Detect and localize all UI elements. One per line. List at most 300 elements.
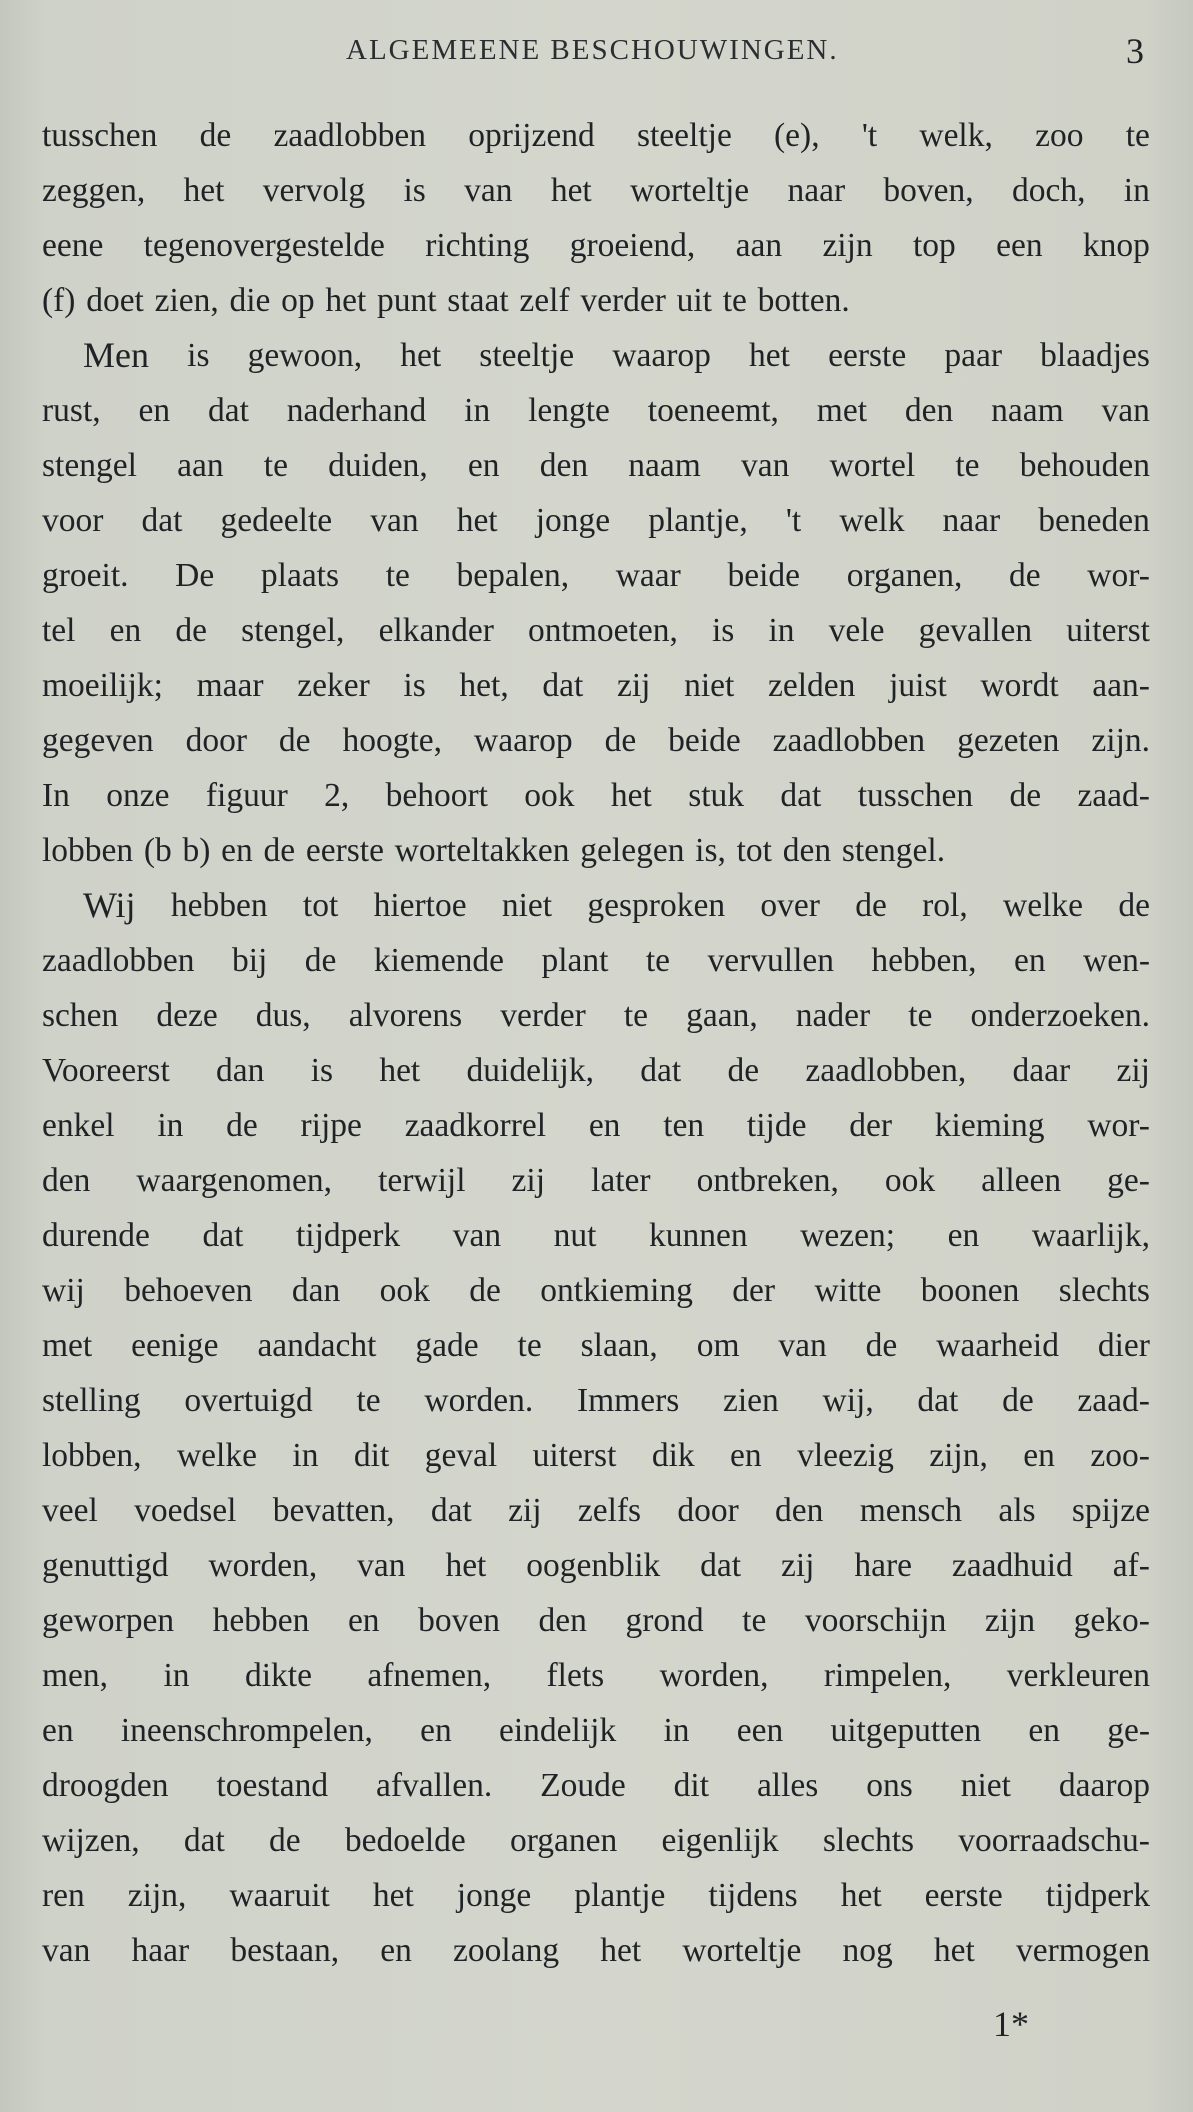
word: oprijzend [468, 117, 595, 154]
word: jonge [456, 1877, 532, 1914]
word: zaadlobben [273, 117, 426, 154]
word: rust, [42, 392, 101, 429]
word: zij [616, 667, 651, 704]
word: van [741, 447, 790, 484]
word: welk, [919, 117, 993, 154]
word: verkleuren [1006, 1657, 1150, 1694]
text-line [42, 1813, 1150, 1868]
word: daar [1012, 1052, 1071, 1089]
word: is [403, 172, 426, 209]
word: tot [302, 887, 339, 924]
word: kieming [934, 1107, 1045, 1144]
word: vleezig [797, 1437, 894, 1474]
word: ge- [1107, 1162, 1150, 1199]
word: dat [700, 1547, 742, 1584]
word: waarop [612, 337, 711, 374]
word: uiterst [532, 1437, 617, 1474]
text-line [42, 1648, 1150, 1703]
word: dit [353, 1437, 390, 1474]
word: onze [106, 777, 170, 814]
word: spijze [1071, 1492, 1150, 1529]
text-line [42, 823, 1150, 878]
word: het [325, 282, 367, 319]
word: afnemen, [367, 1657, 492, 1694]
word: het, [459, 667, 509, 704]
word: te [742, 1602, 767, 1639]
word: durende [42, 1217, 150, 1254]
word: voorraadschu- [958, 1822, 1150, 1859]
word: tijdens [708, 1877, 798, 1914]
word: eerste [924, 1877, 1003, 1914]
word: den [775, 1492, 824, 1529]
word: gedeelte [220, 502, 333, 539]
word: te [263, 447, 288, 484]
word: te [722, 282, 747, 319]
word: boonen [920, 1272, 1020, 1309]
word: tijdperk [295, 1217, 401, 1254]
word: der [732, 1272, 776, 1309]
word: botten. [757, 282, 850, 319]
word: het [600, 1932, 642, 1969]
word: welke [1003, 887, 1084, 924]
word: het [550, 172, 592, 209]
word: is [711, 612, 735, 649]
word: te [645, 942, 671, 979]
text-line [42, 383, 1150, 438]
word: rol, [922, 887, 968, 924]
word: dan [216, 1052, 265, 1089]
word: nog [842, 1932, 893, 1969]
word: plantje [574, 1877, 666, 1914]
word: die [229, 282, 271, 319]
word: naam [991, 392, 1064, 429]
word: gade [415, 1327, 479, 1364]
word: flets [546, 1657, 605, 1694]
word: (b [143, 832, 172, 869]
word: waarop [474, 722, 573, 759]
word: (e), [774, 117, 820, 154]
word: zelf [519, 282, 570, 319]
word: bepalen, [456, 557, 570, 594]
word: Vooreerst [42, 1052, 170, 1089]
word: stuk [688, 777, 745, 814]
word: plantje, [648, 502, 748, 539]
word: dier [1097, 1327, 1150, 1364]
word: den [539, 447, 589, 484]
word: 't [785, 502, 802, 539]
word: witte [814, 1272, 882, 1309]
word: eerste [305, 832, 384, 869]
word: welk [839, 502, 905, 539]
word: blaadjes [1040, 337, 1150, 374]
word: richting [425, 227, 530, 264]
word: plaats [260, 557, 340, 594]
word: grond [625, 1602, 704, 1639]
word: het [610, 777, 652, 814]
word: het [456, 502, 498, 539]
word: dat [183, 1822, 225, 1859]
text-line [42, 1538, 1150, 1593]
text-line [42, 713, 1150, 768]
word: gewoon, [247, 337, 363, 374]
word: door [677, 1492, 739, 1529]
word: juist [889, 667, 947, 704]
word: hebben [170, 887, 268, 924]
word: genuttigd [42, 1547, 169, 1584]
word: in [163, 1657, 190, 1694]
word: den [904, 392, 954, 429]
word: nader [795, 997, 871, 1034]
word: het [445, 1547, 487, 1584]
word: zijn, [929, 1437, 988, 1474]
word: is, [695, 832, 726, 869]
word: den [538, 1602, 587, 1639]
word: dat [430, 1492, 472, 1529]
word: wij, [822, 1382, 874, 1419]
word: knop [1082, 227, 1150, 264]
word: is [310, 1052, 334, 1089]
word: maar [196, 667, 264, 704]
running-title: ALGEMEENE BESCHOUWINGEN. [346, 34, 839, 66]
word: de [727, 1052, 760, 1089]
word: naderhand [286, 392, 427, 429]
word: vervolg [262, 172, 366, 209]
word: tusschen [42, 117, 158, 154]
word: ten [663, 1107, 705, 1144]
text-line [42, 768, 1150, 823]
word: tijdperk [1045, 1877, 1150, 1914]
word: in [292, 1437, 319, 1474]
text-line [42, 1098, 1150, 1153]
text-line [42, 1428, 1150, 1483]
text-line [42, 603, 1150, 658]
word: behoort [385, 777, 488, 814]
word: toeneemt, [647, 392, 779, 429]
word: zeker [297, 667, 370, 704]
word: groeiend, [569, 227, 696, 264]
word: der [849, 1107, 892, 1144]
text-line [42, 1153, 1150, 1208]
word: naar [787, 172, 846, 209]
word: geko- [1073, 1602, 1150, 1639]
word: wor- [1087, 557, 1150, 594]
word: daarop [1058, 1767, 1150, 1804]
word: dit [673, 1767, 710, 1804]
running-head [0, 30, 1193, 74]
word: punt [377, 282, 437, 319]
word: en [347, 1602, 380, 1639]
word: duiden, [328, 447, 428, 484]
word: schen [42, 997, 119, 1034]
word: overtuigd [184, 1382, 313, 1419]
word: Men [83, 335, 149, 375]
word: rijpe [300, 1107, 362, 1144]
text-line [42, 218, 1150, 273]
word: de [226, 1107, 258, 1144]
word: hoogte, [342, 722, 443, 759]
word: en [730, 1437, 762, 1474]
word: worden, [659, 1657, 769, 1694]
text-line [42, 1703, 1150, 1758]
word: worteltje [630, 172, 750, 209]
word: in [464, 392, 491, 429]
word: doch, [1011, 172, 1086, 209]
word: dat [780, 777, 822, 814]
text-line [42, 328, 1150, 383]
word: rimpelen, [823, 1657, 952, 1694]
word: behoeven [124, 1272, 253, 1309]
word: de [278, 722, 311, 759]
word: waar [615, 557, 681, 594]
word: ook [884, 1162, 936, 1199]
word: eene [42, 227, 104, 264]
word: van [42, 1932, 91, 1969]
word: waarheid [936, 1327, 1059, 1364]
word: later [591, 1162, 651, 1199]
word: Wij [83, 885, 136, 925]
word: wijzen, [42, 1822, 140, 1859]
word: het [933, 1932, 975, 1969]
word: dat [917, 1382, 959, 1419]
word: de [304, 942, 337, 979]
word: over [760, 887, 820, 924]
word: gelegen [580, 832, 685, 869]
word: aan- [1092, 667, 1150, 704]
word: ontbreken, [696, 1162, 839, 1199]
word: dus, [255, 997, 311, 1034]
word: zij [780, 1547, 815, 1584]
word: dat [141, 502, 183, 539]
text-line [42, 1373, 1150, 1428]
word: de [469, 1272, 501, 1309]
word: ge- [1107, 1712, 1150, 1749]
word: stengel, [241, 612, 345, 649]
word: de [1118, 887, 1150, 924]
word: eindelijk [499, 1712, 617, 1749]
word: de [604, 722, 637, 759]
word: plant [541, 942, 609, 979]
word: alleen [981, 1162, 1062, 1199]
word: uitgeputten [830, 1712, 982, 1749]
word: Zoude [540, 1767, 626, 1804]
word: moeilijk; [42, 667, 163, 704]
word: het [840, 1877, 882, 1914]
text-line [42, 988, 1150, 1043]
word: tusschen [857, 777, 974, 814]
word: vele [828, 612, 885, 649]
word: en [467, 447, 500, 484]
word: stengel [42, 447, 137, 484]
word: behouden [1019, 447, 1150, 484]
word: onderzoeken. [970, 997, 1150, 1034]
word: in [157, 1107, 184, 1144]
word: stengel. [841, 832, 946, 869]
word: zij [1116, 1052, 1150, 1089]
word: het [372, 1877, 414, 1914]
word: men, [42, 1657, 109, 1694]
word: door [185, 722, 247, 759]
word: van [357, 1547, 406, 1584]
word: oogenblik [526, 1547, 661, 1584]
word: figuur [205, 777, 288, 814]
word: zij [511, 1162, 546, 1199]
word: te [517, 1327, 542, 1364]
word: paar [944, 337, 1003, 374]
word: zijn. [1091, 722, 1150, 759]
word: voor [42, 502, 104, 539]
word: jonge [535, 502, 611, 539]
word: In [42, 777, 70, 814]
word: een [736, 1712, 784, 1749]
word: het [183, 172, 225, 209]
word: van [778, 1327, 827, 1364]
word: van [1101, 392, 1150, 429]
word: zaad- [1077, 1382, 1150, 1419]
word: dan [291, 1272, 341, 1309]
text-line [42, 658, 1150, 713]
word: nut [553, 1217, 597, 1254]
word: zaadkorrel [404, 1107, 547, 1144]
word: den [782, 832, 832, 869]
word: naam [628, 447, 701, 484]
word: de [1009, 777, 1042, 814]
word: boven, [883, 172, 974, 209]
word: wor- [1087, 1107, 1150, 1144]
word: beide [668, 722, 741, 759]
text-line [42, 1923, 1150, 1978]
text-line [42, 1758, 1150, 1813]
word: om [696, 1327, 740, 1364]
word: voedsel [134, 1492, 237, 1529]
word: gesproken [587, 887, 726, 924]
word: lobben [42, 832, 134, 869]
word: gegeven [42, 722, 154, 759]
word: wij [42, 1272, 85, 1309]
word: veel [42, 1492, 98, 1529]
word: het [749, 337, 790, 374]
word: zoo [1035, 117, 1084, 154]
word: met [42, 1327, 93, 1364]
word: geworpen [42, 1602, 175, 1639]
word: bij [231, 942, 268, 979]
text-line [42, 163, 1150, 218]
word: zaadhuid [951, 1547, 1073, 1584]
word: dat [542, 667, 584, 704]
word: terwijl [378, 1162, 466, 1199]
word: is [403, 667, 426, 704]
word: zijn [984, 1602, 1036, 1639]
text-line [42, 273, 1150, 328]
word: aan [177, 447, 224, 484]
word: bedoelde [344, 1822, 466, 1859]
word: haar [131, 1932, 190, 1969]
text-line [42, 108, 1150, 163]
word: en [420, 1712, 452, 1749]
word: de [865, 1327, 898, 1364]
word: den [42, 1162, 91, 1199]
word: de [263, 832, 296, 869]
word: aandacht [257, 1327, 377, 1364]
word: van [464, 172, 513, 209]
word: wortel [829, 447, 916, 484]
word: beneden [1038, 502, 1150, 539]
text-line [42, 1868, 1150, 1923]
word: (f) [42, 282, 76, 319]
word: en [138, 392, 171, 429]
text-line [42, 1483, 1150, 1538]
word: zij [508, 1492, 542, 1529]
word: ren [42, 1877, 85, 1914]
word: in [1123, 172, 1150, 209]
word: van [370, 502, 419, 539]
word: droogden [42, 1767, 169, 1804]
word: de [1002, 1382, 1034, 1419]
word: met [816, 392, 868, 429]
word: een [996, 227, 1043, 264]
word: gezeten [957, 722, 1060, 759]
word: te [955, 447, 980, 484]
word: slechts [1058, 1272, 1150, 1309]
word: bevatten, [272, 1492, 395, 1529]
word: hare [854, 1547, 912, 1584]
body-text [42, 108, 1150, 1978]
word: doet [86, 282, 144, 319]
word: wezen; [800, 1217, 896, 1254]
word: staat [447, 282, 509, 319]
word: groeit. [42, 557, 129, 594]
word: en [1023, 1437, 1055, 1474]
word: 't [861, 117, 878, 154]
word: kiemende [373, 942, 505, 979]
text-line [42, 493, 1150, 548]
word: ontkieming [540, 1272, 693, 1309]
word: worteltje [682, 1932, 802, 1969]
word: gevallen [918, 612, 1033, 649]
word: verder [580, 282, 666, 319]
word: te [385, 557, 410, 594]
word: wordt [980, 667, 1059, 704]
text-line [42, 1263, 1150, 1318]
word: zaad- [1077, 777, 1150, 814]
page-number: 3 [1126, 31, 1144, 71]
word: stelling [42, 1382, 141, 1419]
word: steeltje [479, 337, 575, 374]
word: niet [501, 887, 553, 924]
word: zien, [154, 282, 219, 319]
word: ontmoeten, [528, 612, 678, 649]
word: worden. [424, 1382, 534, 1419]
word: en [109, 612, 142, 649]
word: voorschijn [804, 1602, 947, 1639]
word: zien [723, 1382, 779, 1419]
word: vervullen [707, 942, 834, 979]
word: van [452, 1217, 502, 1254]
text-line [42, 933, 1150, 988]
word: Immers [576, 1382, 680, 1419]
word: worteltakken [394, 832, 570, 869]
word: De [175, 557, 215, 594]
word: ook [524, 777, 575, 814]
text-line [42, 1593, 1150, 1648]
word: boven [418, 1602, 500, 1639]
word: eigenlijk [661, 1822, 779, 1859]
word: en [221, 832, 253, 869]
word: de [855, 887, 887, 924]
word: de [175, 612, 208, 649]
word: dikte [244, 1657, 312, 1694]
signature-mark: 1* [993, 2004, 1029, 2044]
word: en [947, 1217, 980, 1254]
